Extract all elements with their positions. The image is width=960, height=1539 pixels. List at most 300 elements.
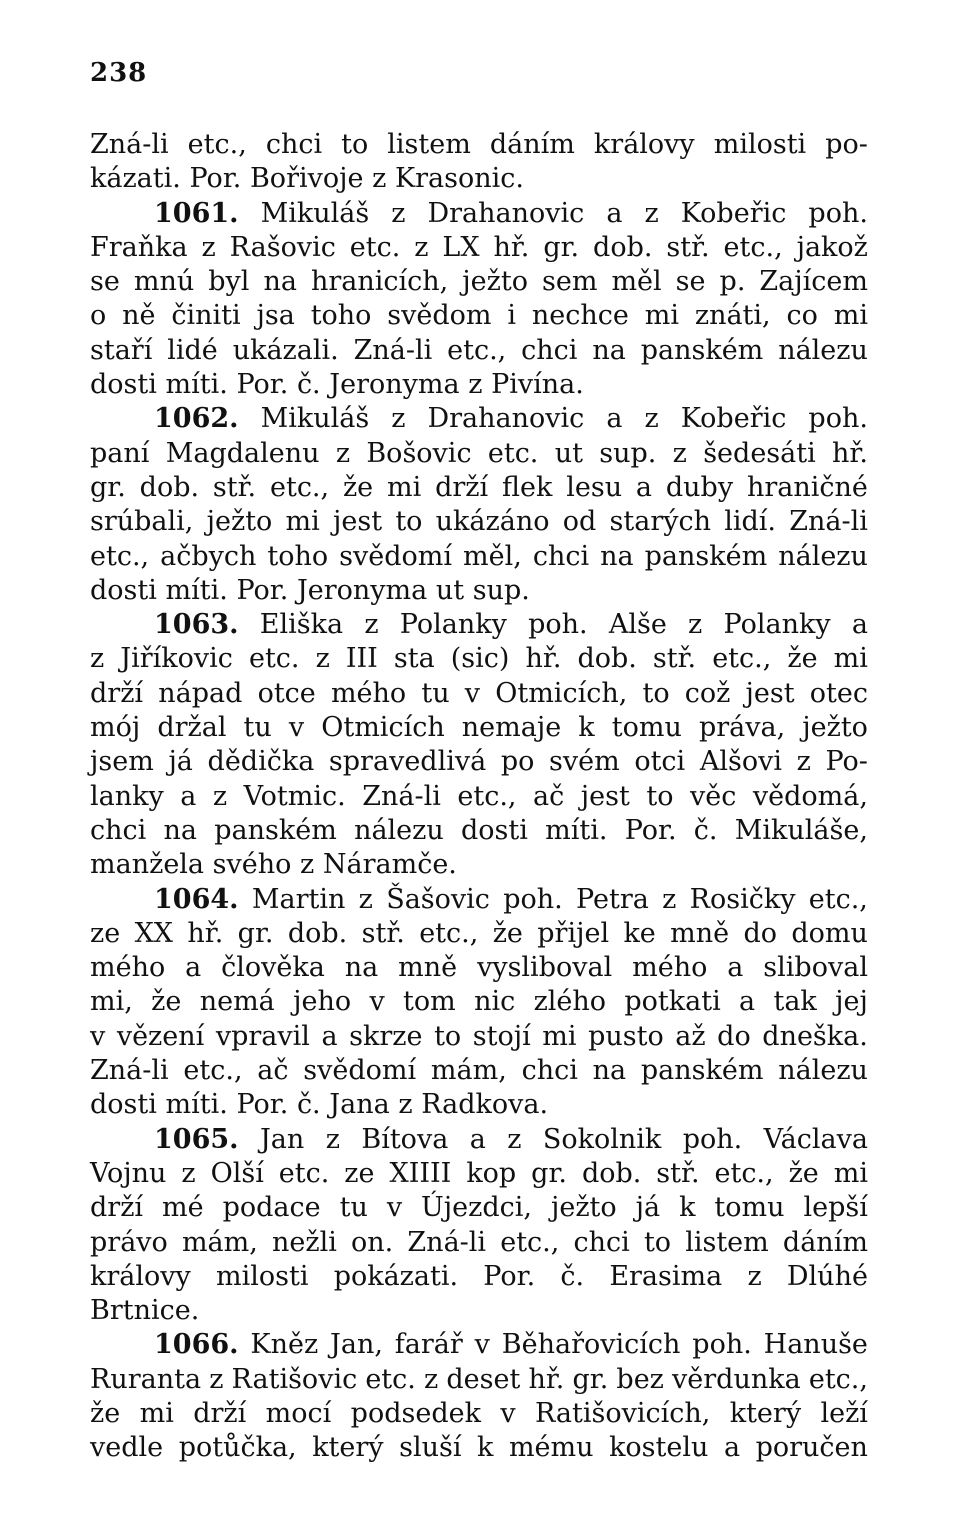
word: to xyxy=(341,129,369,160)
word: Pivína. xyxy=(491,369,584,401)
word: dob. xyxy=(287,917,348,949)
word: drží xyxy=(90,677,144,709)
word: etc., xyxy=(187,129,247,160)
word: Radkova. xyxy=(421,1089,549,1121)
word: ježto xyxy=(206,506,273,538)
word: ukázali. xyxy=(232,334,339,366)
word: dosti xyxy=(90,574,157,606)
word: starých xyxy=(609,506,711,538)
word: vpravil xyxy=(215,1020,310,1052)
word: Rosičky xyxy=(689,883,796,915)
word: chci xyxy=(90,814,147,846)
word: to xyxy=(642,677,670,709)
word: etc., xyxy=(447,334,507,366)
word: tom xyxy=(403,986,456,1018)
word: leží xyxy=(820,1397,868,1429)
word: nechce xyxy=(531,300,629,332)
word: Petra xyxy=(576,883,649,915)
word: Alše xyxy=(608,609,667,641)
word: Jeronyma xyxy=(296,574,428,606)
text-line xyxy=(90,1431,868,1465)
word: mému xyxy=(508,1432,594,1464)
word: etc. xyxy=(365,1363,416,1395)
word: Sokolnik xyxy=(542,1123,662,1155)
word: šedesáti xyxy=(703,437,816,469)
word: ač xyxy=(533,780,565,812)
word: ježto xyxy=(550,1192,617,1224)
word: gr. xyxy=(572,1363,609,1395)
word: kop xyxy=(466,1157,517,1189)
word: z xyxy=(424,1363,439,1395)
word: z xyxy=(644,403,659,435)
word: Fraňka xyxy=(90,231,188,263)
word: byl xyxy=(208,266,250,298)
word: etc. xyxy=(248,643,300,675)
word: Bítova xyxy=(361,1123,449,1155)
word: sup. xyxy=(599,437,657,469)
word: etc., xyxy=(808,1363,868,1395)
word: staří xyxy=(90,334,153,366)
word: dáním xyxy=(782,1226,868,1258)
word: ježto xyxy=(462,266,528,298)
word: mám, xyxy=(430,1055,507,1087)
word: Kobeřic xyxy=(680,403,787,435)
word: gr. xyxy=(543,231,580,263)
word: XIIII xyxy=(389,1157,452,1189)
word: pokázati. xyxy=(333,1260,459,1292)
word: III xyxy=(345,643,378,675)
word: z xyxy=(796,746,811,778)
word: č. xyxy=(296,1089,321,1121)
word: etc. xyxy=(278,1157,330,1189)
word: potůčka, xyxy=(178,1432,297,1464)
word: Zná-li xyxy=(353,334,433,366)
word: že xyxy=(788,1157,819,1189)
word: mi xyxy=(285,506,320,538)
word: listem xyxy=(685,1226,769,1258)
text-line xyxy=(90,1294,868,1328)
text-line xyxy=(90,1157,868,1191)
word: ze xyxy=(90,917,121,949)
word: Magdalenu xyxy=(165,437,320,469)
word: etc. xyxy=(487,437,539,469)
word: nežli xyxy=(272,1226,337,1258)
word: dob. xyxy=(581,1157,642,1189)
text-line xyxy=(90,780,868,814)
word: jeho xyxy=(293,986,352,1018)
word: na xyxy=(592,1055,627,1087)
word: z xyxy=(90,643,105,675)
word: hř. xyxy=(187,917,224,949)
word: Jan, xyxy=(330,1329,383,1361)
word: duby xyxy=(665,471,734,503)
word: panském xyxy=(214,814,337,846)
word: etc., xyxy=(808,883,868,915)
word: z xyxy=(747,1260,762,1292)
word: Ruranta xyxy=(90,1363,202,1395)
text-line xyxy=(90,814,868,848)
text-line xyxy=(90,677,868,711)
word: srúbali, xyxy=(90,506,194,538)
word: etc., xyxy=(723,231,783,263)
word: mi xyxy=(833,300,868,332)
text-line xyxy=(90,1088,868,1122)
word: nemaje xyxy=(461,712,562,744)
word: stř. xyxy=(656,1157,700,1189)
word: co xyxy=(786,300,818,332)
word: podsedek xyxy=(350,1397,481,1429)
word: ze xyxy=(344,1157,375,1189)
word: skrze xyxy=(349,1020,423,1052)
word: od xyxy=(562,506,597,538)
word: stř. xyxy=(212,471,257,503)
word: nálezu xyxy=(354,814,444,846)
text-line xyxy=(90,402,868,436)
text-line xyxy=(90,437,868,471)
word: tak xyxy=(773,986,817,1018)
word: Brtnice. xyxy=(90,1295,200,1327)
word: z xyxy=(391,403,406,435)
word: tomu xyxy=(714,1192,785,1224)
word: člověka xyxy=(221,952,325,984)
word: chci xyxy=(532,540,590,572)
word: mocí xyxy=(265,1397,332,1429)
word: Hanuše xyxy=(763,1329,868,1361)
word: se xyxy=(90,266,120,298)
word: poh. xyxy=(682,1123,743,1155)
word: Zajícem xyxy=(759,266,868,298)
word: otec xyxy=(809,677,868,709)
word: práva, xyxy=(698,712,786,744)
word: v xyxy=(500,1397,516,1429)
word: míti. xyxy=(165,574,228,606)
word: LX xyxy=(442,231,480,263)
word: č. xyxy=(560,1260,585,1292)
word: drží xyxy=(193,1397,247,1429)
word: a xyxy=(727,952,744,984)
word: Zná-li xyxy=(789,506,868,538)
word: na xyxy=(163,814,198,846)
word: Zná-li xyxy=(90,129,169,160)
word: svém xyxy=(549,746,620,778)
word: já xyxy=(635,1192,661,1224)
word: etc., xyxy=(714,1157,774,1189)
word: mnú xyxy=(133,266,195,298)
word: hranicích, xyxy=(310,266,449,298)
word: z xyxy=(507,1123,522,1155)
word: ke xyxy=(623,917,656,949)
word: lidí. xyxy=(724,506,777,538)
word: a xyxy=(635,471,653,503)
word: p. xyxy=(719,266,746,298)
word: nemá xyxy=(199,986,275,1018)
text-line xyxy=(90,1123,868,1157)
word: Ratišovic xyxy=(231,1363,358,1395)
word: etc., xyxy=(712,643,772,675)
word: Zná-li xyxy=(407,1226,487,1258)
text-line xyxy=(90,265,868,299)
word: zlého xyxy=(533,986,607,1018)
word: vědomá, xyxy=(752,780,868,812)
word: poh. xyxy=(808,403,868,435)
text-line xyxy=(90,883,868,917)
word: nálezu xyxy=(778,540,868,572)
word: nápad xyxy=(158,677,243,709)
text-line xyxy=(90,197,868,231)
word: ut xyxy=(435,574,465,606)
word: z xyxy=(201,231,216,263)
word: gr. xyxy=(237,917,274,949)
word: a xyxy=(606,197,623,229)
word: a xyxy=(606,403,623,435)
text-line xyxy=(90,368,868,402)
text-line xyxy=(90,1054,868,1088)
word: mi, xyxy=(90,986,133,1018)
text-line xyxy=(90,985,868,1019)
word: Ratišovicích, xyxy=(534,1397,711,1429)
word: sup. xyxy=(472,574,530,606)
word: dědička xyxy=(207,746,315,778)
word: Martin xyxy=(251,883,346,915)
word: dneška. xyxy=(762,1020,868,1052)
word: Votmic. xyxy=(243,780,346,812)
word: Šašovic xyxy=(386,883,490,915)
text-line xyxy=(90,299,868,333)
word: Erasima xyxy=(609,1260,723,1292)
word: podace xyxy=(222,1192,321,1224)
text-line xyxy=(90,1397,868,1431)
text-line xyxy=(90,711,868,745)
word: chci xyxy=(265,129,323,160)
entry-number: 1066. xyxy=(154,1329,239,1361)
word: lidé xyxy=(167,334,218,366)
word: po- xyxy=(825,129,868,160)
word: Alšovi xyxy=(699,746,782,778)
word: etc., xyxy=(500,1226,560,1258)
word: spravedlivá xyxy=(328,746,487,778)
word: věrdunka xyxy=(672,1363,801,1395)
word: Jan xyxy=(259,1123,305,1155)
word: sluší xyxy=(399,1432,462,1464)
text-line xyxy=(90,505,868,539)
word: k xyxy=(578,712,595,744)
word: z xyxy=(358,883,373,915)
word: a xyxy=(321,1020,338,1052)
word: milosti xyxy=(713,129,807,160)
word: to xyxy=(395,506,423,538)
word: z xyxy=(398,1089,413,1121)
word: z xyxy=(372,163,387,195)
word: držal xyxy=(157,712,227,744)
word: z xyxy=(300,849,315,881)
text-line xyxy=(90,917,868,951)
word: v xyxy=(386,1192,403,1224)
text-line xyxy=(90,1020,868,1054)
word: hř. xyxy=(528,1363,565,1395)
word: i xyxy=(507,300,517,332)
entry-number: 1061. xyxy=(154,197,239,229)
word: Mikuláš xyxy=(260,197,370,229)
word: Dlúhé xyxy=(786,1260,868,1292)
word: sta xyxy=(393,643,435,675)
word: Drahanovic xyxy=(427,403,585,435)
word: dosti xyxy=(461,814,528,846)
word: to xyxy=(646,780,674,812)
word: a xyxy=(185,952,202,984)
word: sliboval xyxy=(763,952,868,984)
word: mé xyxy=(162,1192,204,1224)
word: do xyxy=(717,1020,751,1052)
word: že xyxy=(90,1397,121,1429)
word: Zná-li xyxy=(362,780,441,812)
entry-number: 1065. xyxy=(154,1123,239,1155)
word: vězení xyxy=(116,1020,205,1052)
word: stř. xyxy=(666,231,710,263)
word: ut xyxy=(554,437,583,469)
word: sem xyxy=(541,266,598,298)
word: Bošovic xyxy=(366,437,472,469)
word: etc., xyxy=(183,1055,243,1087)
word: XX xyxy=(134,917,174,949)
word: tu xyxy=(339,1192,368,1224)
word: z xyxy=(688,609,703,641)
word: nálezu xyxy=(778,1055,868,1087)
word: panském xyxy=(640,334,764,366)
word: Běhařovicích xyxy=(501,1329,681,1361)
word: etc. xyxy=(349,231,401,263)
word: k xyxy=(679,1192,696,1224)
text-line xyxy=(90,1260,868,1294)
word: Vojnu xyxy=(90,1157,167,1189)
word: milosti xyxy=(215,1260,309,1292)
word: na xyxy=(344,952,379,984)
word: poh. xyxy=(503,883,563,915)
word: pusto xyxy=(588,1020,664,1052)
word: chci xyxy=(573,1226,630,1258)
text-line xyxy=(90,642,868,676)
word: z xyxy=(181,1157,196,1189)
word: míti. xyxy=(545,814,608,846)
word: do xyxy=(743,917,778,949)
word: což xyxy=(684,677,731,709)
word: etc., xyxy=(419,917,479,949)
word: lepší xyxy=(803,1192,868,1224)
word: Jana xyxy=(329,1089,390,1121)
word: kostelu xyxy=(609,1432,709,1464)
word: mój xyxy=(90,712,141,744)
page-number: 238 xyxy=(90,58,148,88)
word: lanky xyxy=(90,780,164,812)
word: svědom xyxy=(387,300,492,332)
word: v xyxy=(90,1020,106,1052)
word: jej xyxy=(835,986,868,1018)
word: královy xyxy=(593,129,695,160)
word: na xyxy=(592,334,626,366)
word: mého xyxy=(632,952,708,984)
word: stř. xyxy=(652,643,697,675)
text-line xyxy=(90,334,868,368)
body-text xyxy=(90,128,868,1466)
text-line xyxy=(90,471,868,505)
word: o xyxy=(90,300,107,332)
word: v xyxy=(464,677,481,709)
word: Jeronyma xyxy=(329,369,460,401)
word: panském xyxy=(640,1055,764,1087)
entry-number: 1063. xyxy=(154,609,239,641)
word: vysliboval xyxy=(477,952,613,984)
word: Por. xyxy=(624,814,677,846)
text-line xyxy=(90,540,868,574)
text-line xyxy=(90,162,868,196)
word: stojí xyxy=(472,1020,531,1052)
word: poh. xyxy=(692,1329,752,1361)
word: že xyxy=(787,643,818,675)
word: Bořivoje xyxy=(249,163,364,195)
word: vedle xyxy=(90,1432,164,1464)
word: a xyxy=(723,1432,741,1464)
word: mně xyxy=(670,917,730,949)
word: z xyxy=(212,780,228,812)
word: Po- xyxy=(825,746,868,778)
word: na xyxy=(600,540,634,572)
word: právo xyxy=(90,1226,168,1258)
word: bez xyxy=(616,1363,664,1395)
word: deset xyxy=(446,1363,521,1395)
word: dob. xyxy=(139,471,200,503)
word: Polanky xyxy=(723,609,831,641)
word: Újezdci, xyxy=(421,1192,532,1224)
word: z xyxy=(391,197,406,229)
word: poh. xyxy=(528,609,588,641)
word: domu xyxy=(791,917,868,949)
text-line xyxy=(90,608,868,642)
word: etc., xyxy=(90,540,150,572)
word: z xyxy=(468,369,483,401)
word: až xyxy=(675,1020,706,1052)
word: měl xyxy=(611,266,662,298)
word: toho xyxy=(267,540,329,572)
word: ně xyxy=(122,300,156,332)
word: mám, xyxy=(181,1226,258,1258)
word: ačbych xyxy=(160,540,257,572)
word: hř. xyxy=(832,437,868,469)
word: který xyxy=(312,1432,384,1464)
word: že xyxy=(151,986,182,1018)
word: v xyxy=(474,1329,490,1361)
word: gr. xyxy=(90,471,126,503)
word: přijel xyxy=(537,917,610,949)
word: č. xyxy=(693,814,718,846)
word: jsa xyxy=(256,300,295,332)
word: že xyxy=(342,471,374,503)
word: flek xyxy=(502,471,553,503)
word: jest xyxy=(580,780,630,812)
word: z xyxy=(414,231,429,263)
word: mi xyxy=(139,1397,174,1429)
word: z xyxy=(364,609,379,641)
word: (sic) xyxy=(450,643,510,675)
word: gr. xyxy=(531,1157,567,1189)
text-line xyxy=(90,574,868,608)
word: z xyxy=(644,197,659,229)
text-line xyxy=(90,951,868,985)
word: paní xyxy=(90,437,150,469)
word: Kobeřic xyxy=(680,197,787,229)
word: a xyxy=(739,986,756,1018)
word: ukázáno xyxy=(435,506,550,538)
word: on. xyxy=(351,1226,394,1258)
word: nálezu xyxy=(778,334,868,366)
